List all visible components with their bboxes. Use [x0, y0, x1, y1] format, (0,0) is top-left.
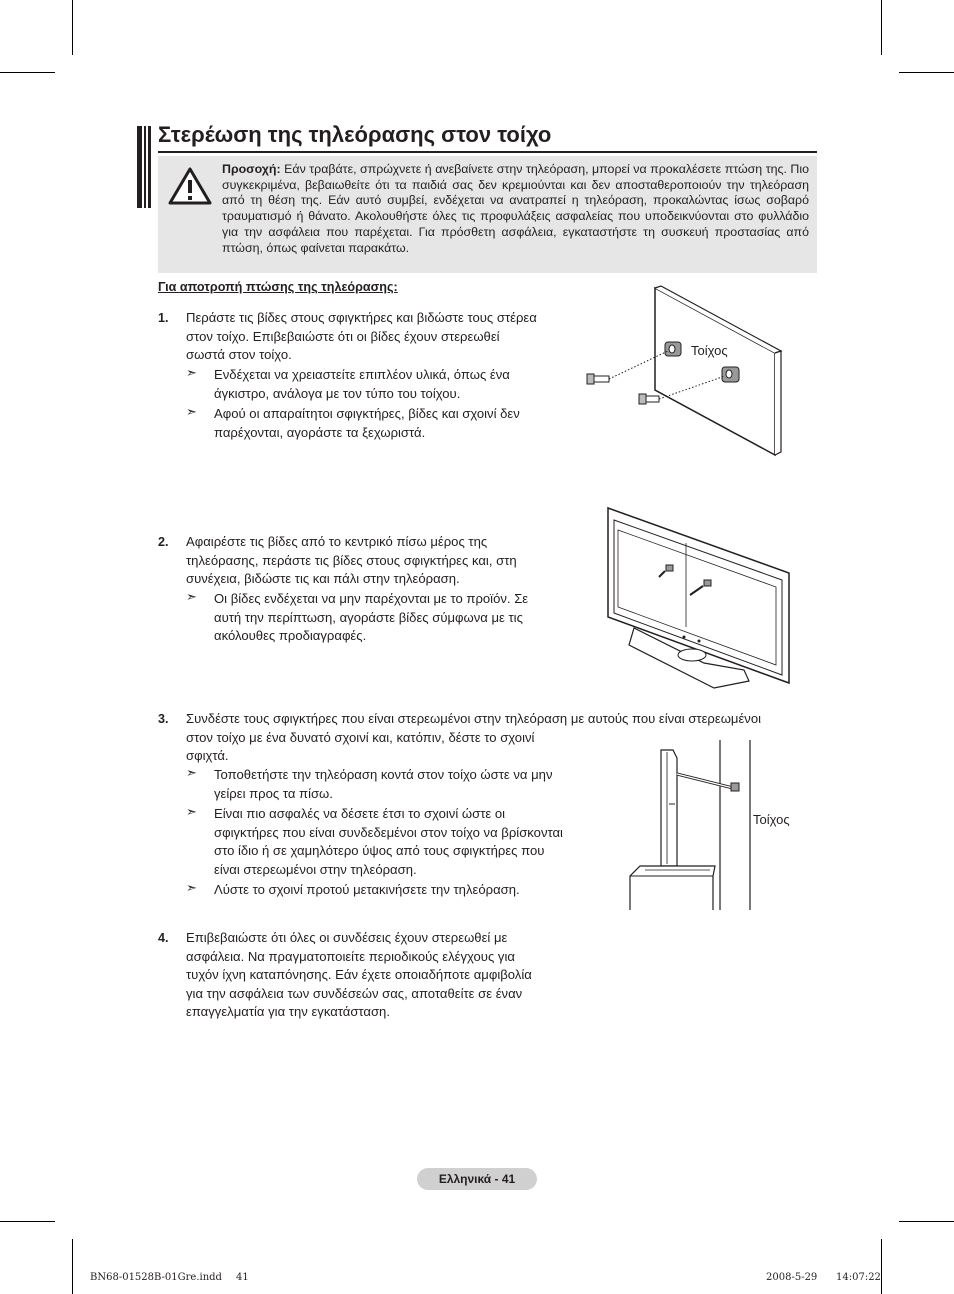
text-line: σφιχτά. [186, 748, 229, 763]
text-line: Αφαιρέστε τις βίδες από το κεντρικό πίσω μέρος της [186, 534, 488, 549]
text-line: ακόλουθες προδιαγραφές. [214, 628, 367, 643]
text-line: Λύστε το σχοινί προτού μετακινήσετε την τηλεόραση. [214, 882, 520, 897]
warning-body: Εάν τραβάτε, σπρώχνετε ή ανεβαίνετε στην τηλεόραση, μπορεί να προκαλέσετε πτώση της. Πιο συγκεκριμένα, βεβαιωθείτε ότι τα παιδιά σας δεν κρεμιούνται και δεν αποσταθεροποιούν την τηλεόραση από τη θέση της. Εάν αυτό συμβεί, ενδέχεται να ανατραπεί η τηλεόραση, προκαλώντας ίσως σοβαρό τραυματισμό ή θάνατο. Ακολουθήστε όλες τις προφυλάξεις ασφαλείας που υποδεικνύονται στο φυλλάδιο για την ασφάλεια που παρέχεται. Για πρόσθετη ασφάλεια, εγκαταστήστε τη συσκευή προστασίας από πτώση, όπως φαίνεται παρακάτω. [222, 162, 810, 255]
tv-back-illustration [604, 505, 794, 690]
crop-mark [72, 1239, 73, 1294]
page-number-badge: Ελληνικά - 41 [417, 1168, 537, 1190]
crop-mark [899, 1221, 954, 1222]
subheading: Για αποτροπή πτώσης της τηλεόρασης: [158, 280, 398, 294]
note-arrow-icon: ➣ [186, 765, 197, 780]
title-decoration-bars [137, 126, 151, 208]
page-title: Στερέωση της τηλεόρασης στον τοίχο [158, 122, 552, 147]
text-line: τηλεόρασης, περάστε τις βίδες στους σφιγκτήρες και, στη [186, 552, 517, 568]
step-1-note-1 [214, 366, 584, 403]
text-line: Οι βίδες ενδέχεται να μην παρέχονται με το προϊόν. Σε [214, 591, 529, 606]
step-number: 3. [158, 712, 169, 726]
step-3-note-1 [214, 766, 584, 803]
text-line: στον τοίχο. Επιβεβαιώστε ότι οι βίδες έχουν στερεωθεί [186, 328, 500, 344]
step-number: 1. [158, 311, 169, 325]
warning-text [222, 162, 809, 256]
step-1-text [186, 309, 586, 365]
slug-time: 14:07:22 [836, 1272, 881, 1283]
note-arrow-icon: ➣ [186, 880, 197, 895]
text-line: Είναι πιο ασφαλές να δέσετε έτσι το σχοινί ώστε οι [214, 806, 506, 821]
slug-date: 2008-5-29 [766, 1272, 818, 1283]
title-rule [158, 151, 817, 153]
crop-mark [0, 1221, 55, 1222]
text-line: για την ασφάλεια των συνδέσεών σας, αποταθείτε σε έναν [186, 985, 523, 1001]
text-line: επαγγελματία για την εγκατάσταση. [186, 1004, 390, 1019]
text-line: στον τοίχο με ένα δυνατό σχοινί και, κατόπιν, δέστε το σχοινί [186, 729, 535, 745]
text-line: τυχόν ίχνη καταπόνησης. Εάν έχετε οποιαδήποτε αμφιβολία [186, 967, 532, 982]
text-line: άγκιστρο, ανάλογα με τον τύπο του τοίχου. [214, 385, 461, 401]
text-line: συνέχεια, βιδώστε τις και πάλι στην τηλεόραση. [186, 571, 460, 586]
crop-mark [881, 1239, 882, 1294]
step-3-note-3 [214, 881, 584, 900]
slug-file: BN68-01528B-01Gre.indd [90, 1272, 222, 1283]
text-line: ασφάλεια. Να πραγματοποιείτε περιοδικούς ελέγχους για [186, 948, 515, 964]
text-line: Ενδέχεται να χρειαστείτε επιπλέον υλικά, όπως ένα [214, 367, 510, 382]
slug-page: 41 [236, 1272, 249, 1283]
note-arrow-icon: ➣ [186, 804, 197, 819]
note-arrow-icon: ➣ [186, 404, 197, 419]
text-line: αυτή την περίπτωση, αγοράστε βίδες σύμφωνα με τις [214, 609, 523, 625]
text-line: Επιβεβαιώστε ότι όλες οι συνδέσεις έχουν στερεωθεί με [186, 930, 508, 945]
text-line: Τοποθετήστε την τηλεόραση κοντά στον τοίχο ώστε να μην [214, 767, 553, 782]
text-line: σφιγκτήρες που είναι συνδεδεμένοι στον τοίχο να βρίσκονται [214, 824, 563, 840]
text-line: στο ίδιο ή σε χαμηλότερο ύψος από τους σφιγκτήρες που [214, 843, 545, 858]
crop-mark [72, 0, 73, 55]
step-number: 4. [158, 931, 169, 945]
step-2-note-1 [214, 590, 584, 646]
text-line: είναι στερεωμένοι στην τηλεόραση. [214, 861, 417, 877]
text-line: Περάστε τις βίδες στους σφιγκτήρες και βιδώστε τους στέρεα [186, 310, 537, 325]
step-number: 2. [158, 535, 169, 549]
text-line: σωστά στον τοίχο. [186, 347, 292, 362]
tv-side-illustration [625, 738, 755, 913]
wall-label: Τοίχος [753, 812, 790, 827]
crop-mark [0, 72, 55, 73]
step-4-text [186, 929, 586, 1022]
crop-mark [881, 0, 882, 55]
step-1-note-2 [214, 405, 584, 442]
text-line: Συνδέστε τους σφιγκτήρες που είναι στερεωμένοι στην τηλεόραση με αυτούς που είναι στερεωμένοι [186, 711, 762, 726]
text-line: γείρει προς τα πίσω. [214, 785, 333, 801]
warning-triangle-icon [167, 166, 213, 206]
text-line: Αφού οι απαραίτητοι σφιγκτήρες, βίδες και σχοινί δεν [214, 406, 520, 421]
crop-mark [899, 72, 954, 73]
note-arrow-icon: ➣ [186, 589, 197, 604]
step-2-text [186, 533, 586, 589]
wall-clamp-illustration [585, 285, 785, 460]
wall-label: Τοίχος [691, 343, 728, 358]
warning-label: Προσοχή: [222, 162, 281, 176]
step-3-note-2 [214, 805, 584, 879]
text-line: παρέχονται, αγοράστε τα ξεχωριστά. [214, 424, 426, 440]
note-arrow-icon: ➣ [186, 365, 197, 380]
